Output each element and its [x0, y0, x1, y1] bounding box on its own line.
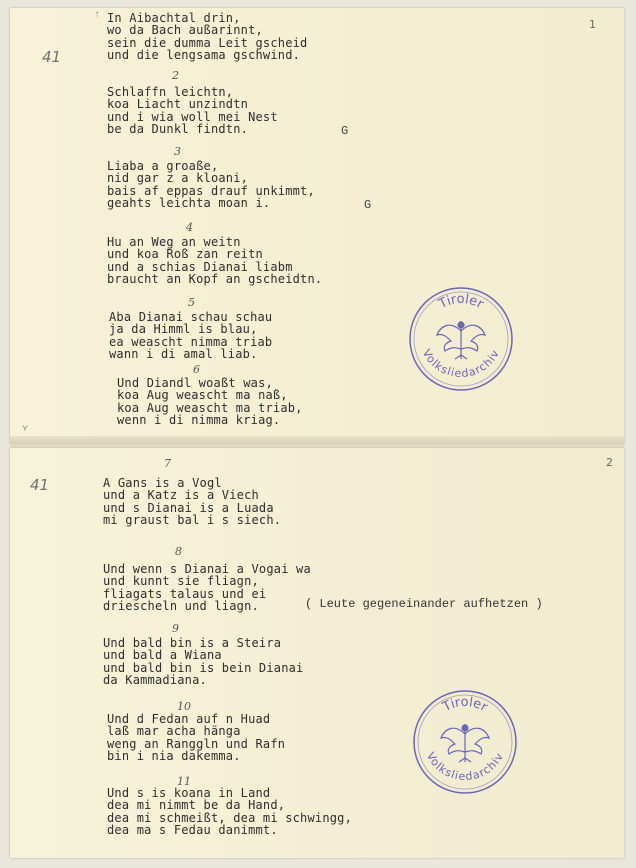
stanza-number: 4 [186, 221, 193, 234]
margin-number: 41 [42, 48, 62, 66]
stanza-number: 7 [164, 457, 171, 470]
stanza-10: Und d Fedan auf n Huad laß mar acha hänga weng an Ranggln und Rafn bin i nia dakemma. [107, 712, 286, 763]
stanza-6: Und Diandl woaßt was, koa Aug weascht ma naß, koa Aug weascht ma triab, wenn i di nimma kriag. [117, 376, 303, 427]
stanza-8: Und wenn s Dianai a Vogai wa und kunnt sie fliagn, fliagats talaus und ei driescheln und liagn. [103, 562, 311, 613]
stamp-subtitle: Volksliedarchiv [423, 750, 507, 784]
stanza-2: Schlaffn leichtn, koa Liacht unzindtn und i wia woll mei Nest be da Dunkl findtn. [107, 85, 278, 136]
page-number: 1 [589, 18, 596, 31]
page-number: 2 [606, 456, 613, 469]
stanza-number: 3 [174, 145, 181, 158]
g-mark: G [341, 124, 349, 138]
archive-stamp [407, 285, 515, 393]
stanza-number: 2 [172, 69, 179, 82]
stanza-1: In Aibachtal drin, wo da Bach außarinnt, sein die dumma Leit gscheid und die lengsama gschwind. [107, 11, 308, 62]
stamp-subtitle: Volksliedarchiv [419, 347, 503, 381]
stanza-5: Aba Dianai schau schau ja da Himml is blau, ea weascht nimma triab wann i di amal liab. [109, 310, 273, 361]
stanza-9: Und bald bin is a Steira und bald a Wiana und bald bin is bein Dianai da Kammadiana. [103, 636, 304, 687]
g-mark: G [364, 198, 372, 212]
archive-stamp [411, 688, 519, 796]
annotation-note: ( Leute gegeneinander aufhetzen ) [305, 597, 543, 611]
stanza-number: 11 [177, 775, 191, 788]
stanza-number: 6 [193, 363, 200, 376]
stamp-title: Tiroler [436, 291, 486, 313]
stanza-4: Hu an Weg an weitn und koa Roß zan reitn und a schias Dianai liabm braucht an Kopf an gscheidtn. [107, 235, 323, 286]
edge-mark: ʏ [22, 424, 29, 435]
stamp-title: Tiroler [440, 694, 490, 716]
document-page-1 [10, 8, 624, 444]
stanza-number: 8 [175, 545, 182, 558]
eagle-icon [441, 724, 489, 762]
stanza-11: Und s is koana in Land dea mi nimmt be da Hand, dea mi schmeißt, dea mi schwingg, dea ma s Fedau danimmt. [107, 786, 353, 837]
stanza-number: 10 [177, 700, 191, 713]
eagle-icon [437, 321, 485, 359]
stanza-number: 9 [172, 622, 179, 635]
stanza-3: Liaba a groaße, nid gar z a kloani, bais af eppas drauf unkimmt, geahts leichta moan i. [107, 159, 315, 210]
stanza-7: A Gans is a Vogl und a Katz is a Viech und s Dianai is a Luada mi graust bal i s siech. [103, 476, 282, 527]
tick-mark: ↑ [94, 10, 101, 21]
margin-number: 41 [30, 476, 50, 494]
stanza-number: 5 [188, 296, 195, 309]
